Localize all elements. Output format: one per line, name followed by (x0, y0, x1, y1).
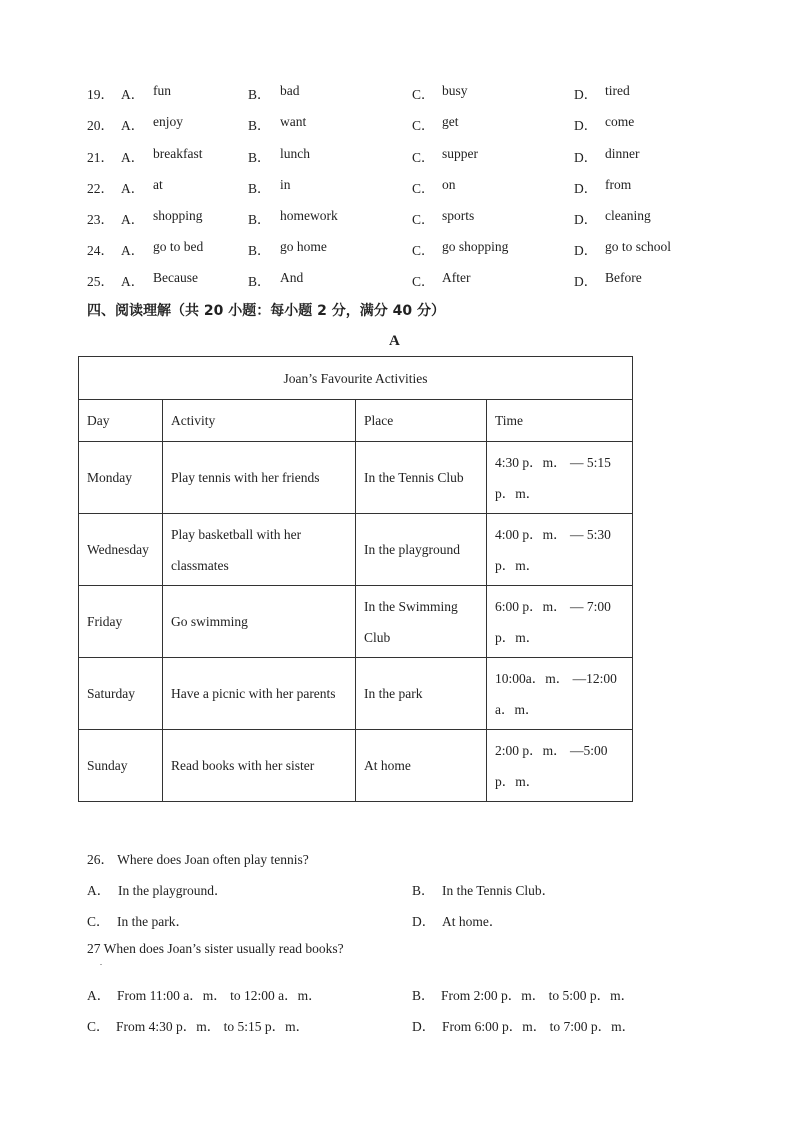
question-27-option-b (412, 984, 635, 1004)
question-21 (0, 146, 794, 166)
question-22 (0, 177, 794, 197)
option-b-text: in (280, 177, 291, 192)
option-c-letter: C． (412, 87, 435, 102)
cell-time: 6:00 p．m． — 7:00 p．m． (487, 586, 633, 658)
option-letter: D． (412, 914, 436, 929)
question-26-option-c (87, 910, 189, 930)
question-number: 21． (87, 150, 114, 165)
question-27-option-a (87, 984, 322, 1004)
cell-activity: Play basketball with her classmates (163, 514, 356, 586)
option-b-text: want (280, 114, 307, 129)
cell-day: Friday (79, 586, 163, 658)
question-27-option-d (412, 1015, 636, 1035)
table-title: Joan’s Favourite Activities (79, 357, 633, 400)
question-number: 24． (87, 243, 114, 258)
cell-activity: Play tennis with her friends (163, 442, 356, 514)
option-c-text: After (442, 270, 471, 285)
question-26-option-d (412, 910, 503, 930)
question-number: 23． (87, 212, 114, 227)
option-letter: B． (412, 883, 435, 898)
passage-label: A (389, 333, 400, 349)
option-b-letter: B． (248, 118, 271, 133)
question-number: 20． (87, 118, 114, 133)
cell-time: 4:30 p．m． — 5:15 p．m． (487, 442, 633, 514)
option-d-text: from (605, 177, 632, 192)
option-b-text: And (280, 270, 304, 285)
option-d-letter: D． (574, 118, 598, 133)
question-number: 25． (87, 274, 114, 289)
option-a-text: breakfast (153, 146, 203, 161)
section-heading: 四、阅读理解（共 20 小题：每小题 2 分，满分 40 分） (87, 303, 445, 319)
activities-table (78, 356, 633, 802)
option-c-letter: C． (412, 150, 435, 165)
option-text: From 4:30 p．m． to 5:15 p．m． (116, 1019, 310, 1034)
option-c-letter: C． (412, 118, 435, 133)
table-header-row (79, 400, 633, 442)
option-d-text: go to school (605, 239, 671, 254)
option-letter: A． (87, 988, 111, 1003)
option-d-letter: D． (574, 87, 598, 102)
option-a-letter: A． (121, 274, 145, 289)
cell-activity: Go swimming (163, 586, 356, 658)
option-a-letter: A． (121, 181, 145, 196)
option-a-letter: A． (121, 87, 145, 102)
table-row (79, 586, 633, 658)
option-c-text: get (442, 114, 459, 129)
option-text: At home． (442, 914, 503, 929)
option-a-letter: A． (121, 150, 145, 165)
option-c-text: on (442, 177, 456, 192)
table-row (79, 442, 633, 514)
cell-day: Monday (79, 442, 163, 514)
option-b-letter: B． (248, 181, 271, 196)
question-25 (0, 270, 794, 290)
question-20 (0, 114, 794, 134)
option-a-text: go to bed (153, 239, 204, 254)
option-a-text: enjoy (153, 114, 183, 129)
option-d-text: dinner (605, 146, 640, 161)
option-b-letter: B． (248, 243, 271, 258)
header-time: Time (487, 400, 633, 442)
option-a-text: fun (153, 83, 171, 98)
question-23 (0, 208, 794, 228)
cell-place: In the Swimming Club (356, 586, 487, 658)
option-c-letter: C． (412, 181, 435, 196)
table-row (79, 730, 633, 802)
question-24 (0, 239, 794, 259)
option-d-text: tired (605, 83, 630, 98)
cell-place: In the park (356, 658, 487, 730)
option-a-letter: A． (121, 212, 145, 227)
option-b-text: bad (280, 83, 300, 98)
option-text: In the park． (117, 914, 189, 929)
cell-time: 10:00a．m． —12:00 a．m． (487, 658, 633, 730)
option-letter: A． (87, 883, 111, 898)
option-c-letter: C． (412, 212, 435, 227)
option-b-text: homework (280, 208, 338, 223)
question-27-stem: 27 When does Joan’s sister usually read books? (87, 941, 344, 956)
option-letter: C． (87, 914, 110, 929)
option-d-letter: D． (574, 243, 598, 258)
option-letter: B． (412, 988, 435, 1003)
option-letter: D． (412, 1019, 436, 1034)
option-b-letter: B． (248, 212, 271, 227)
option-d-text: come (605, 114, 635, 129)
option-c-text: sports (442, 208, 475, 223)
question-19 (0, 83, 794, 103)
option-b-text: lunch (280, 146, 310, 161)
question-number: 22． (87, 181, 114, 196)
option-b-letter: B． (248, 87, 271, 102)
option-a-text: Because (153, 270, 198, 285)
option-b-letter: B． (248, 274, 271, 289)
question-27-option-c (87, 1015, 310, 1035)
cell-place: In the Tennis Club (356, 442, 487, 514)
question-26-stem: 26． Where does Joan often play tennis? (87, 852, 309, 867)
question-26-option-b (412, 879, 556, 899)
option-text: From 11:00 a．m． to 12:00 a．m． (117, 988, 322, 1003)
option-d-letter: D． (574, 212, 598, 227)
option-c-text: busy (442, 83, 468, 98)
question-number: 19． (87, 87, 114, 102)
option-c-letter: C． (412, 274, 435, 289)
option-d-text: cleaning (605, 208, 651, 223)
option-a-text: at (153, 177, 163, 192)
option-text: In the Tennis Club． (442, 883, 556, 898)
option-d-text: Before (605, 270, 642, 285)
cell-day: Wednesday (79, 514, 163, 586)
cell-activity: Read books with her sister (163, 730, 356, 802)
table-row (79, 658, 633, 730)
option-a-letter: A． (121, 243, 145, 258)
option-d-letter: D． (574, 150, 598, 165)
cell-day: Saturday (79, 658, 163, 730)
option-a-text: shopping (153, 208, 203, 223)
question-26-option-a (87, 879, 228, 899)
table-row (79, 514, 633, 586)
option-d-letter: D． (574, 274, 598, 289)
cell-place: At home (356, 730, 487, 802)
header-day: Day (79, 400, 163, 442)
option-letter: C． (87, 1019, 110, 1034)
header-place: Place (356, 400, 487, 442)
option-b-letter: B． (248, 150, 271, 165)
option-c-text: go shopping (442, 239, 509, 254)
option-text: In the playground． (118, 883, 228, 898)
cell-time: 4:00 p．m． — 5:30 p．m． (487, 514, 633, 586)
cell-time: 2:00 p．m． —5:00 p．m． (487, 730, 633, 802)
option-text: From 2:00 p．m． to 5:00 p．m． (441, 988, 635, 1003)
stray-dot: . (100, 958, 102, 967)
cell-activity: Have a picnic with her parents (163, 658, 356, 730)
header-activity: Activity (163, 400, 356, 442)
cell-place: In the playground (356, 514, 487, 586)
option-text: From 6:00 p．m． to 7:00 p．m． (442, 1019, 636, 1034)
option-a-letter: A． (121, 118, 145, 133)
cell-day: Sunday (79, 730, 163, 802)
option-b-text: go home (280, 239, 327, 254)
option-d-letter: D． (574, 181, 598, 196)
option-c-letter: C． (412, 243, 435, 258)
option-c-text: supper (442, 146, 478, 161)
